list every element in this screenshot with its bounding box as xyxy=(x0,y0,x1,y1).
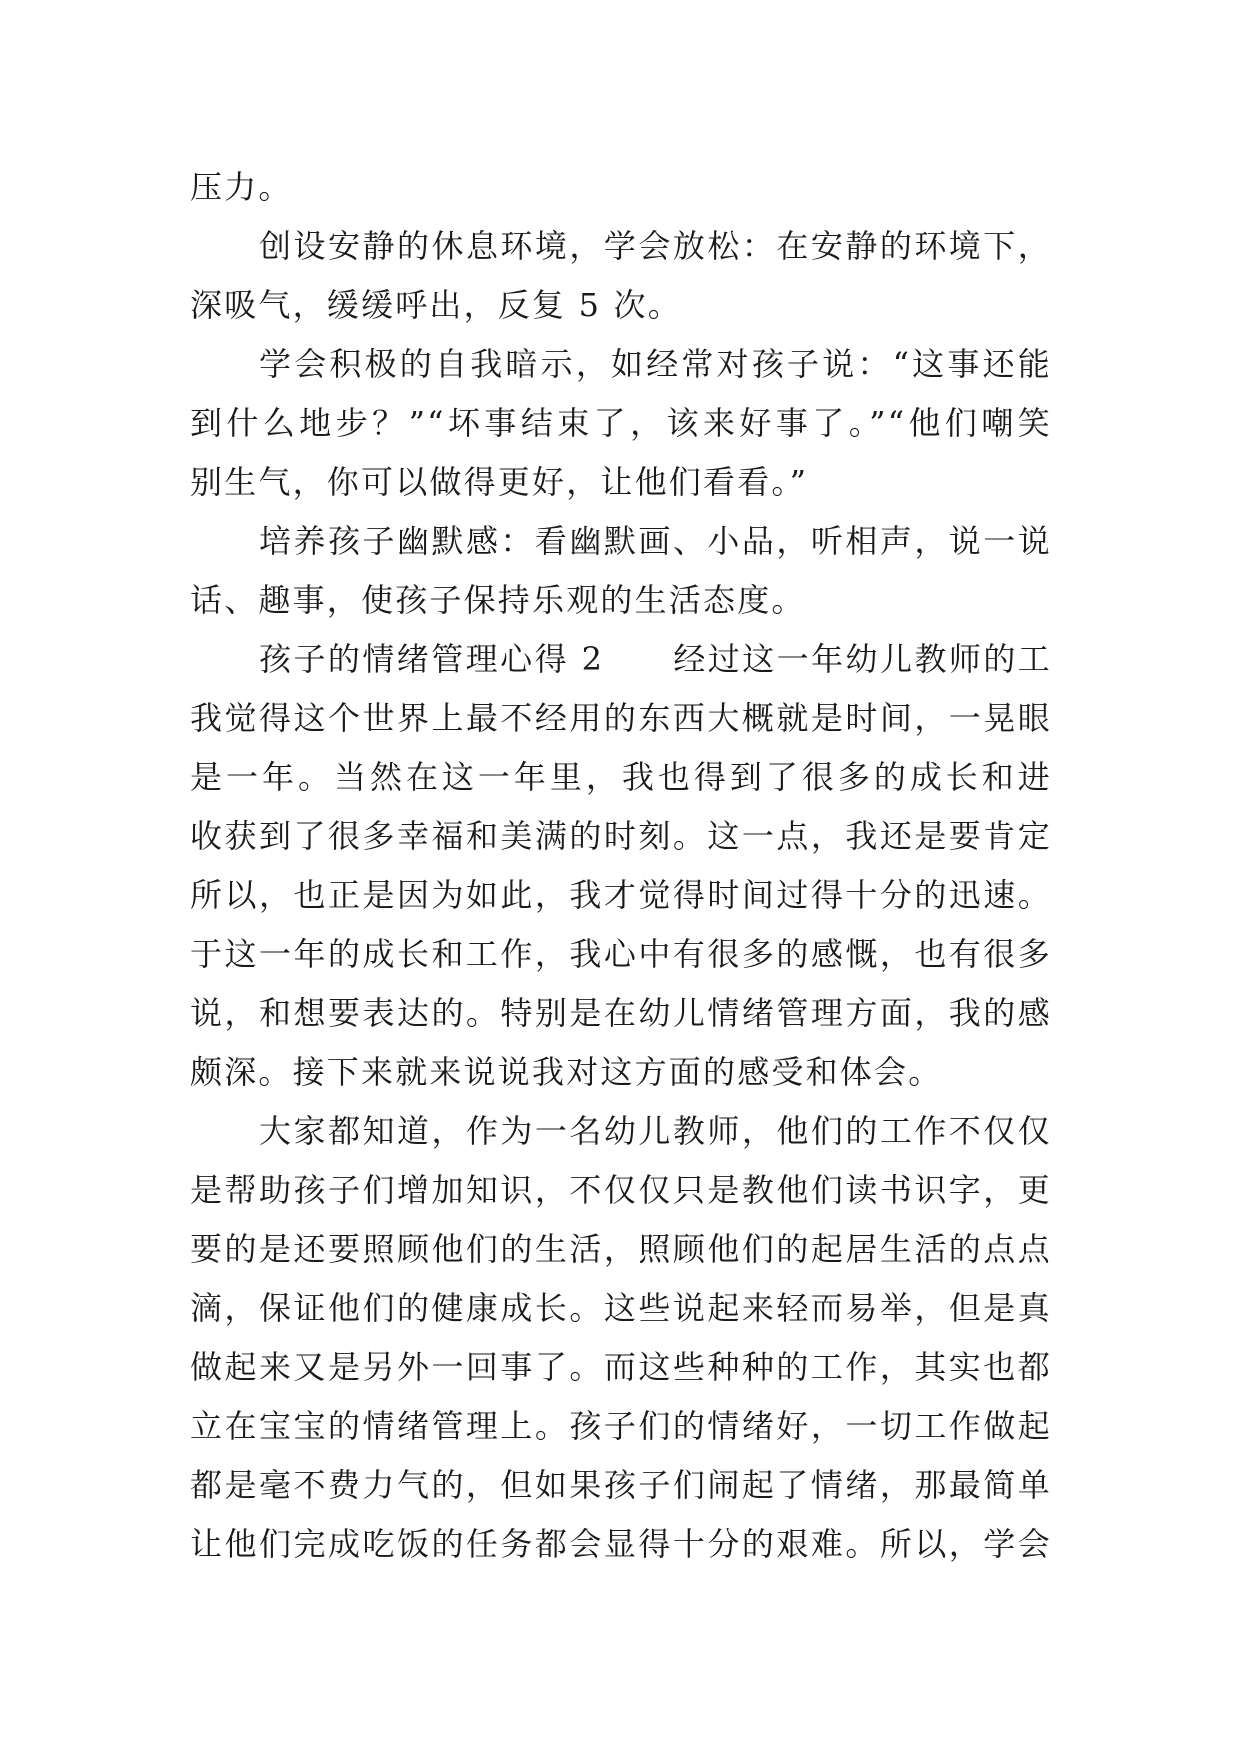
text-line: 到什么地步？”“坏事结束了，该来好事了。”“他们嘲笑 xyxy=(190,404,1052,442)
paragraph-start-line: 大家都知道，作为一名幼儿教师，他们的工作不仅仅 xyxy=(259,1112,1052,1150)
text-line: 要的是还要照顾他们的生活，照顾他们的起居生活的点点 xyxy=(190,1230,1052,1268)
text-line: 滴，保证他们的健康成长。这些说起来轻而易举，但是真 xyxy=(190,1289,1052,1327)
text-line: 让他们完成吃饭的任务都会显得十分的艰难。所以，学会 xyxy=(190,1525,1052,1563)
text-line: 收获到了很多幸福和美满的时刻。这一点，我还是要肯定 xyxy=(190,817,1052,855)
text-line: 我觉得这个世界上最不经用的东西大概就是时间，一晃眼 xyxy=(190,699,1052,737)
section-heading-line: 孩子的情绪管理心得 2 经过这一年幼儿教师的工 xyxy=(259,640,1052,678)
body-text xyxy=(190,158,1052,1574)
text-line: 别生气，你可以做得更好，让他们看看。” xyxy=(190,463,809,501)
text-line: 所以，也正是因为如此，我才觉得时间过得十分的迅速。 xyxy=(190,876,1052,914)
text-line: 深吸气，缓缓呼出，反复 5 次。 xyxy=(190,286,682,324)
text-line: 都是毫不费力气的，但如果孩子们闹起了情绪，那最简单 xyxy=(190,1466,1052,1504)
text-line: 是帮助孩子们增加知识，不仅仅只是教他们读书识字，更 xyxy=(190,1171,1052,1209)
text-line: 压力。 xyxy=(190,168,293,206)
text-line: 话、趣事，使孩子保持乐观的生活态度。 xyxy=(190,581,806,619)
text-line: 于这一年的成长和工作，我心中有很多的感慨，也有很多 xyxy=(190,935,1052,973)
text-line: 是一年。当然在这一年里，我也得到了很多的成长和进 xyxy=(190,758,1052,796)
paragraph-start-line: 培养孩子幽默感：看幽默画、小品，听相声，说一说 xyxy=(259,522,1052,560)
text-line: 说，和想要表达的。特别是在幼儿情绪管理方面，我的感 xyxy=(190,994,1052,1032)
paragraph-start-line: 创设安静的休息环境，学会放松：在安静的环境下， xyxy=(259,227,1052,265)
text-line: 做起来又是另外一回事了。而这些种种的工作，其实也都 xyxy=(190,1348,1052,1386)
paragraph-start-line: 学会积极的自我暗示，如经常对孩子说：“这事还能 xyxy=(259,345,1052,383)
text-line: 立在宝宝的情绪管理上。孩子们的情绪好，一切工作做起 xyxy=(190,1407,1052,1445)
text-line: 颇深。接下来就来说说我对这方面的感受和体会。 xyxy=(190,1053,943,1091)
